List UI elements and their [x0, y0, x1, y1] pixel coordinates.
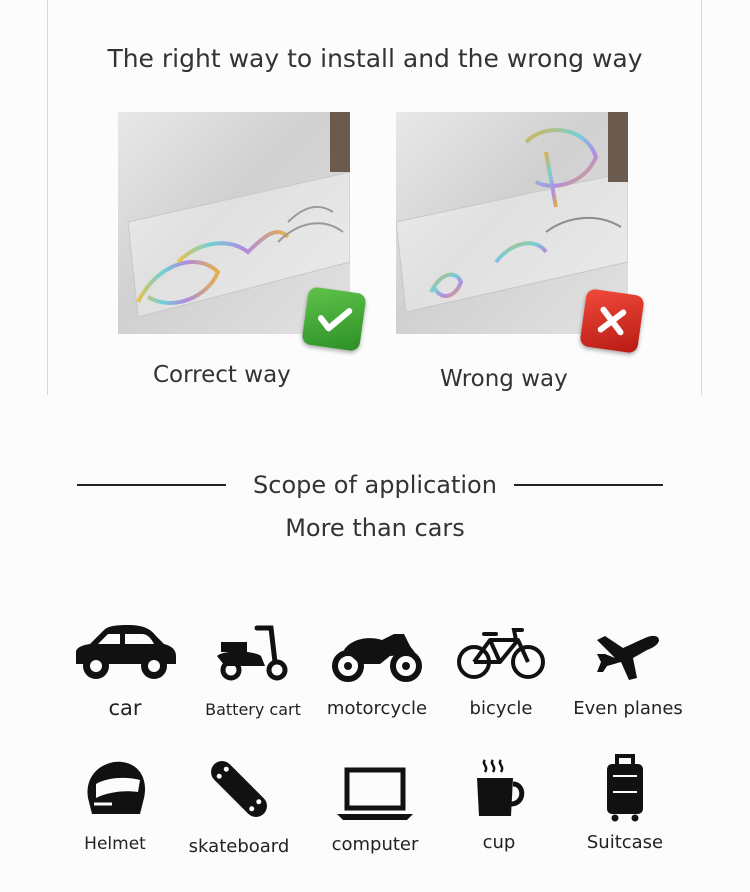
motorcycle-icon — [330, 624, 424, 682]
application-skateboard — [174, 762, 304, 857]
bicycle-icon — [456, 624, 546, 682]
application-planes — [563, 622, 693, 719]
application-computer — [310, 762, 440, 855]
application-label: cup — [482, 832, 516, 853]
scope-subtitle: More than cars — [285, 514, 465, 542]
close-icon — [593, 302, 631, 340]
install-title: The right way to install and the wrong way — [107, 44, 643, 73]
cross-badge — [579, 288, 645, 354]
scope-title: Scope of application — [253, 471, 497, 499]
car-icon — [72, 620, 178, 682]
skateboard-icon — [206, 756, 272, 822]
application-label: Battery cart — [205, 700, 301, 719]
airplane-icon — [593, 624, 663, 682]
scooter-icon — [213, 622, 293, 682]
application-motorcycle — [312, 622, 442, 719]
application-helmet — [50, 762, 180, 854]
application-battery-cart — [188, 622, 318, 719]
application-label: Even planes — [573, 698, 683, 719]
cup-icon — [471, 756, 527, 822]
checkmark-icon — [313, 298, 356, 341]
application-car — [60, 622, 190, 720]
laptop-icon — [335, 764, 415, 822]
suitcase-icon — [603, 754, 647, 822]
application-label: skateboard — [188, 836, 290, 857]
application-label: bicycle — [469, 698, 533, 719]
application-label: motorcycle — [326, 698, 428, 719]
wrong-way-caption: Wrong way — [440, 366, 568, 392]
application-label: car — [108, 696, 142, 720]
correct-way-caption: Correct way — [153, 362, 291, 388]
check-badge — [301, 286, 367, 352]
application-cup — [434, 762, 564, 853]
application-suitcase — [560, 762, 690, 853]
application-label: Helmet — [84, 834, 146, 854]
helmet-icon — [82, 758, 148, 822]
application-bicycle — [436, 622, 566, 719]
application-label: Suitcase — [586, 832, 664, 853]
application-label: computer — [331, 834, 419, 855]
